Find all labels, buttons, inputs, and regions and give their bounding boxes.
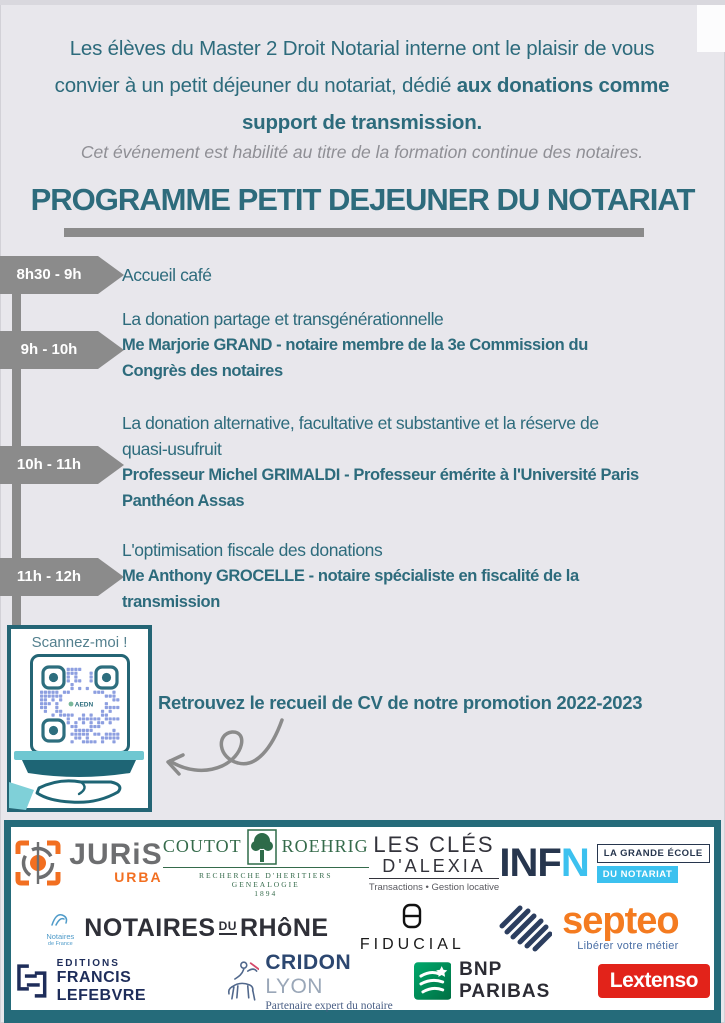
sponsor-cridon-lyon-logo bbox=[224, 951, 414, 1012]
time-badge-2: 9h - 10h bbox=[0, 331, 98, 369]
cta-text: Retrouvez le recueil de CV de notre promotion 2022-2023 bbox=[158, 692, 643, 713]
ndr-word1: NOTAIRES bbox=[84, 913, 216, 942]
intro-line3-bold: support de transmission. bbox=[241, 111, 483, 134]
fiducial-wordmark: FIDUCIAL bbox=[359, 935, 465, 953]
sponsor-francis-lefebvre-logo bbox=[15, 958, 224, 1005]
sponsor-row-3 bbox=[11, 950, 714, 1012]
session-topic: La donation alternative, facultative et substantive et la réserve de quasi-usufruit bbox=[122, 413, 599, 459]
sponsor-septeo-logo bbox=[496, 900, 679, 953]
alexia-line2: D'ALEXIA bbox=[369, 856, 499, 879]
coutot-subline-1: RECHERCHE D'HERITIERS bbox=[198, 870, 333, 880]
infn-box-grande-ecole: LA GRANDE ÉCOLE bbox=[597, 844, 710, 863]
page-title: PROGRAMME PETIT DEJEUNER DU NOTARIAT bbox=[30, 182, 695, 217]
fiducial-icon bbox=[402, 903, 422, 929]
time-badge-3: 10h - 11h bbox=[0, 446, 98, 484]
time-badge-4: 11h - 12h bbox=[0, 558, 98, 596]
sponsor-coutot-roehrig-logo bbox=[163, 829, 369, 898]
sponsor-lextenso-logo bbox=[598, 964, 710, 998]
session-speaker: Me Anthony GROCELLE - notaire spécialiste en fiscalité de la transmission bbox=[122, 567, 579, 611]
sponsor-notaires-du-rhone-logo bbox=[46, 910, 328, 947]
time-badge-1: 8h30 - 9h bbox=[0, 256, 98, 294]
cridon-tagline: Partenaire expert du notaire bbox=[265, 999, 393, 1012]
notaires-de-france-label2: de France bbox=[47, 940, 73, 947]
bnp-paribas-icon bbox=[414, 962, 452, 1000]
cridon-word2: LYON bbox=[265, 974, 323, 998]
alexia-tagline: Transactions • Gestion locative bbox=[368, 881, 500, 893]
juris-urba-label: URBA bbox=[114, 869, 163, 885]
notaires-de-france-label1: Notaires bbox=[46, 931, 75, 941]
sponsor-fiducial-logo bbox=[360, 903, 465, 954]
top-edge-strip bbox=[0, 0, 725, 5]
sponsor-row-1 bbox=[11, 827, 714, 899]
alexia-line1: LES CLÉS bbox=[373, 831, 495, 857]
notaires-de-france-icon bbox=[47, 910, 73, 928]
timeline-item-3 bbox=[122, 410, 722, 514]
timeline-item-2 bbox=[122, 306, 722, 384]
infn-part2: N bbox=[560, 841, 589, 885]
sponsor-bnp-paribas-logo bbox=[414, 959, 598, 1003]
infn-part1: INF bbox=[499, 841, 561, 885]
qr-frame bbox=[30, 654, 130, 754]
session-speaker: Me Marjorie GRAND - notaire membre de la 3e Commission du Congrès des notaires bbox=[122, 336, 588, 380]
coutot-word-left: COUTOT bbox=[162, 836, 242, 856]
coutot-word-right: ROEHRIG bbox=[281, 836, 369, 856]
timeline-item-1 bbox=[122, 262, 722, 288]
session-topic: L'optimisation fiscale des donations bbox=[122, 540, 383, 560]
lefebvre-bracket-icon bbox=[15, 963, 49, 999]
title-underline-bar bbox=[64, 228, 644, 237]
qr-scan-label: Scannez-moi ! bbox=[31, 634, 128, 651]
cridon-centaur-icon bbox=[224, 959, 260, 1003]
ndr-word2: DU bbox=[218, 918, 237, 933]
qr-tray-hand-illustration bbox=[9, 750, 150, 810]
qr-code bbox=[40, 664, 120, 744]
cridon-word1: CRIDON bbox=[265, 950, 352, 974]
coutot-tree-icon bbox=[247, 829, 277, 865]
intro-line2-bold: aux donations comme bbox=[456, 74, 670, 97]
sponsor-les-cles-dalexia-logo bbox=[368, 831, 500, 893]
session-topic: La donation partage et transgénérationnelle bbox=[122, 309, 444, 329]
lefebvre-line1: EDITIONS bbox=[56, 957, 120, 969]
session-topic: Accueil café bbox=[122, 265, 212, 285]
septeo-stripes-icon bbox=[496, 903, 552, 953]
lextenso-wordmark: Lextenso bbox=[609, 969, 698, 992]
coutot-subline-3: 1894 bbox=[254, 888, 278, 898]
intro-line2-normal: convier à un petit déjeuner du notariat, dédié bbox=[54, 74, 457, 97]
intro-note: Cet événement est habilité au titre de la formation continue des notaires. bbox=[80, 142, 644, 162]
juris-target-icon bbox=[15, 840, 61, 886]
infn-box-notariat: DU NOTARIAT bbox=[597, 866, 679, 883]
qr-center-label: AEDN bbox=[74, 701, 93, 709]
sponsors-panel bbox=[11, 827, 714, 1010]
curly-arrow-icon bbox=[158, 712, 290, 792]
lefebvre-line2: FRANCIS LEFEBVRE bbox=[56, 968, 146, 1004]
ndr-word3: RHôNE bbox=[239, 913, 329, 942]
session-speaker: Professeur Michel GRIMALDI - Professeur émérite à l'Université Paris Panthéon Assas bbox=[122, 466, 639, 510]
qr-card bbox=[7, 625, 152, 812]
septeo-tagline: Libérer votre métier bbox=[577, 940, 679, 952]
intro-line1: Les élèves du Master 2 Droit Notarial interne ont le plaisir de vous bbox=[69, 37, 655, 60]
septeo-wordmark: septeo bbox=[562, 900, 679, 942]
sponsor-infn-logo bbox=[499, 843, 709, 883]
sponsor-juris-urba-logo bbox=[15, 840, 162, 886]
bnp-wordmark: BNP PARIBAS bbox=[459, 959, 551, 1002]
coutot-subline-2: GENEALOGIE bbox=[231, 879, 300, 889]
sponsor-row-2 bbox=[11, 899, 714, 957]
juris-wordmark: JURiS bbox=[69, 838, 163, 871]
intro-text bbox=[4, 30, 720, 141]
timeline-item-4 bbox=[122, 537, 722, 615]
qr-center-leaf-icon bbox=[68, 702, 73, 707]
sponsors-footer bbox=[4, 820, 721, 1023]
